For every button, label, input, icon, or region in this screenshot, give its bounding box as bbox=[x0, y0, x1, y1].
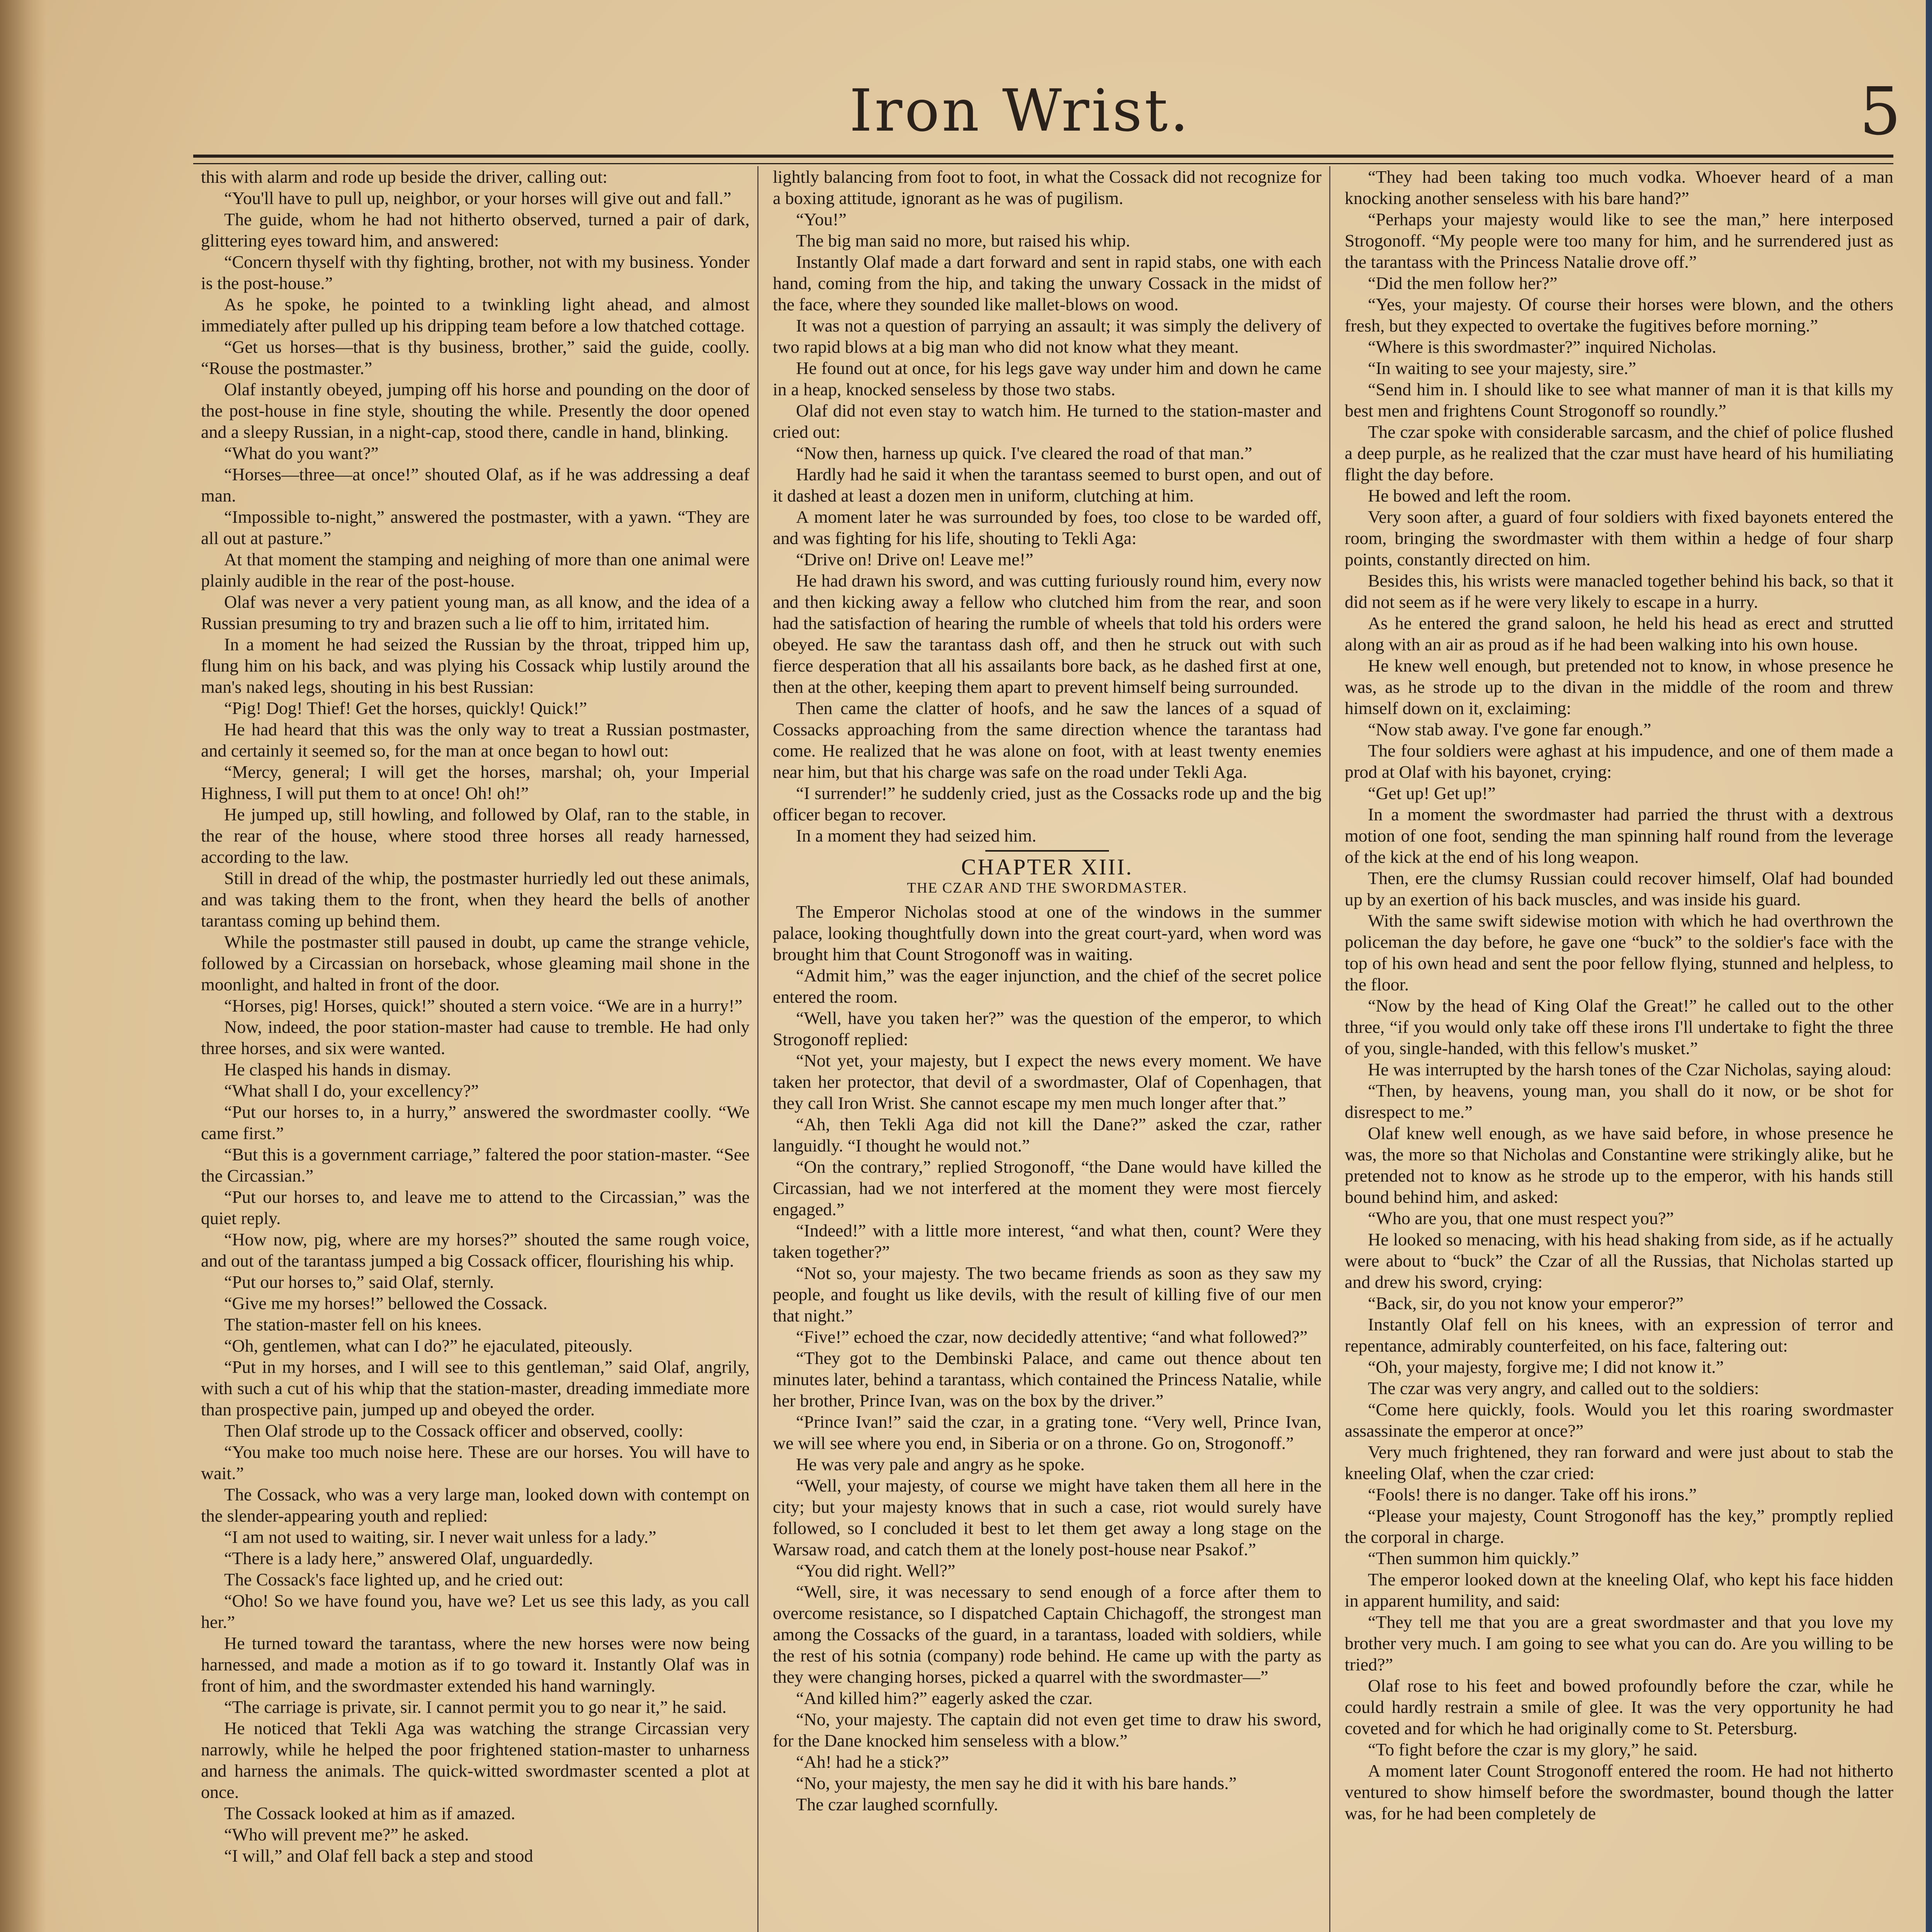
paragraph: “Well, have you taken her?” was the question of the emperor, to which Strogonoff replied: bbox=[773, 1008, 1321, 1049]
paragraph: Now, indeed, the poor station-master had cause to tremble. He had only three horses, and six were wanted. bbox=[201, 1017, 750, 1058]
paragraph: The emperor looked down at the kneeling Olaf, who kept his face hidden in apparent humility, and said: bbox=[1345, 1570, 1893, 1611]
paragraph: “Prince Ivan!” said the czar, in a grating tone. “Very well, Prince Ivan, we will see where you end, in Siberia or on a throne. Go on, Strogonoff.” bbox=[773, 1412, 1321, 1453]
paragraph: “How now, pig, where are my horses?” shouted the same rough voice, and out of the tarantass jumped a big Cossack officer, flourishing his whip. bbox=[201, 1230, 750, 1270]
paragraph: “Get us horses—that is thy business, brother,” said the guide, coolly. “Rouse the postmaster.” bbox=[201, 337, 750, 378]
paragraph: “Please your majesty, Count Strogonoff has the key,” promptly replied the corporal in charge. bbox=[1345, 1506, 1893, 1547]
paragraph: Olaf did not even stay to watch him. He turned to the station-master and cried out: bbox=[773, 401, 1321, 442]
paragraph: “Who will prevent me?” he asked. bbox=[224, 1825, 469, 1844]
paragraph: He was very pale and angry as he spoke. bbox=[796, 1454, 1085, 1474]
paragraph: “Pig! Dog! Thief! Get the horses, quickly! Quick!” bbox=[224, 698, 587, 718]
paragraph: “Where is this swordmaster?” inquired Nicholas. bbox=[1368, 337, 1716, 357]
paragraph: “Oho! So we have found you, have we? Let us see this lady, as you call her.” bbox=[201, 1591, 750, 1632]
paragraph: Instantly Olaf made a dart forward and sent in rapid stabs, one with each hand, coming from the hip, and taking the unwary Cossack in the midst of the face, where they sounded like mallet-blows on wood. bbox=[773, 252, 1321, 314]
paragraph: The Cossack looked at him as if amazed. bbox=[224, 1803, 515, 1823]
paragraph: “Did the men follow her?” bbox=[1368, 273, 1558, 293]
paragraph: “Mercy, general; I will get the horses, marshal; oh, your Imperial Highness, I will put them to at once! Oh! oh!” bbox=[201, 762, 750, 803]
paragraph: A moment later he was surrounded by foes, too close to be warded off, and was fighting for his life, shouting to Tekli Aga: bbox=[773, 507, 1321, 548]
paragraph: The station-master fell on his knees. bbox=[224, 1315, 482, 1334]
paragraph: Then Olaf strode up to the Cossack officer and observed, coolly: bbox=[224, 1421, 684, 1440]
paragraph: With the same swift sidewise motion with which he had overthrown the policeman the day before, he gave one “buck” to the soldier's face with the top of his own head and sent the poor fellow flying, stunned and helpless, to the floor. bbox=[1345, 911, 1893, 994]
paragraph: “Get up! Get up!” bbox=[1368, 783, 1496, 803]
paragraph: The Cossack, who was a very large man, looked down with contempt on the slender-appearing youth and replied: bbox=[201, 1485, 750, 1526]
paragraph: He knew well enough, but pretended not to know, in whose presence he was, as he strode up to the divan in the middle of the room and threw himself down on it, exclaiming: bbox=[1345, 656, 1893, 718]
paragraph: He had drawn his sword, and was cutting furiously round him, every now and then kicking away a fellow who clutched him from the rear, and soon had the satisfaction of hearing the rumble of wheels that told his orders were obeyed. He saw the tarantass dash off, and then he struck out with such fierce desperation that all his assailants bore back, as he dashed first at one, then at the other, keeping them apart to prevent himself being surrounded. bbox=[773, 571, 1321, 697]
paragraph: “They got to the Dembinski Palace, and came out thence about ten minutes later, behind a tarantass, which contained the Princess Natalie, while her brother, Prince Ivan, was on the box by the driver.” bbox=[773, 1348, 1321, 1410]
paragraph: “In waiting to see your majesty, sire.” bbox=[1368, 358, 1636, 378]
paragraph: “Concern thyself with thy fighting, brother, not with my business. Yonder is the post-house.” bbox=[201, 252, 750, 293]
paragraph: “I surrender!” he suddenly cried, just as the Cossacks rode up and the big officer began to recover. bbox=[773, 783, 1321, 824]
paragraph: “Who are you, that one must respect you?” bbox=[1368, 1208, 1674, 1228]
paragraph: “They had been taking too much vodka. Whoever heard of a man knocking another senseless with his bare hand?” bbox=[1345, 167, 1893, 208]
chapter-heading bbox=[773, 850, 1321, 899]
paragraph: Olaf instantly obeyed, jumping off his horse and pounding on the door of the post-house in fine style, shouting the while. Presently the door opened and a sleepy Russian, in a night-cap, stood there, candle in hand, blinking. bbox=[201, 379, 750, 442]
paragraph: Very soon after, a guard of four soldiers with fixed bayonets entered the room, bringing the swordmaster with them within a hedge of four sharp points, constantly directed on him. bbox=[1345, 507, 1893, 569]
text-columns bbox=[201, 166, 1893, 1932]
paragraph: The Cossack's face lighted up, and he cried out: bbox=[224, 1570, 564, 1589]
paragraph: “Impossible to-night,” answered the postmaster, with a yawn. “They are all out at pasture.” bbox=[201, 507, 750, 548]
paragraph: “They tell me that you are a great swordmaster and that you love my brother very much. I am going to see what you can do. Are you willing to be tried?” bbox=[1345, 1612, 1893, 1674]
paragraph: “Oh, your majesty, forgive me; I did not know it.” bbox=[1368, 1357, 1724, 1377]
paragraph: “No, your majesty, the men say he did it with his bare hands.” bbox=[796, 1773, 1237, 1793]
paragraph: “Well, your majesty, of course we might have taken them all here in the city; but your majesty knows that in such a case, riot would surely have followed, so I concluded it best to let them get away a long stage on the Warsaw road, and catch them at the lonely post-house near Psakof.” bbox=[773, 1476, 1321, 1559]
page-spine-shadow bbox=[0, 0, 46, 1932]
paragraph: Olaf rose to his feet and bowed profoundly before the czar, while he could hardly restrain a smile of glee. It was the very opportunity he had coveted and for which he had originally come to St. Petersburg. bbox=[1345, 1676, 1893, 1738]
paragraph: “Put in my horses, and I will see to this gentleman,” said Olaf, angrily, with such a cut of his whip that the station-master, dreading immediate more than prospective pain, jumped up and obeyed the order. bbox=[201, 1357, 750, 1419]
paragraph: “Perhaps your majesty would like to see the man,” here interposed Strogonoff. “My people were too many for him, and he surrendered just as the tarantass with the Princess Natalie drove off.” bbox=[1345, 209, 1893, 272]
paragraph: Then, ere the clumsy Russian could recover himself, Olaf had bounded up by an exertion of his back muscles, and was inside his guard. bbox=[1345, 868, 1893, 909]
paragraph: “Five!” echoed the czar, now decidedly attentive; “and what followed?” bbox=[796, 1327, 1308, 1347]
paragraph: “Now stab away. I've gone far enough.” bbox=[1368, 719, 1651, 739]
page-number: 5 bbox=[1859, 73, 1901, 150]
paragraph: In a moment the swordmaster had parried the thrust with a dextrous motion of one foot, sending the man spinning half round from the leverage of the kick at the end of his long weapon. bbox=[1345, 804, 1893, 867]
paragraph: He bowed and left the room. bbox=[1368, 486, 1571, 505]
paragraph: He was interrupted by the harsh tones of the Czar Nicholas, saying aloud: bbox=[1368, 1060, 1892, 1079]
column-2 bbox=[773, 166, 1321, 1932]
chapter-subtitle: THE CZAR AND THE SWORDMASTER. bbox=[907, 880, 1187, 896]
paragraph: “I am not used to waiting, sir. I never wait unless for a lady.” bbox=[224, 1527, 656, 1547]
column-1 bbox=[201, 166, 750, 1932]
paragraph: lightly balancing from foot to foot, in what the Cossack did not recognize for a boxing attitude, ignorant as he was of pugilism. bbox=[773, 167, 1321, 208]
header-rule bbox=[193, 155, 1893, 164]
paragraph: He looked so menacing, with his head shaking from side, as if he actually were about to “buck” the Czar of all the Russias, that Nicholas started up and drew his sword, crying: bbox=[1345, 1230, 1893, 1292]
paragraph: “Put our horses to,” said Olaf, sternly. bbox=[224, 1272, 494, 1292]
paragraph: “There is a lady here,” answered Olaf, unguardedly. bbox=[224, 1548, 593, 1568]
paragraph: “What do you want?” bbox=[224, 443, 379, 463]
paragraph: “Now by the head of King Olaf the Great!” he called out to the other three, “if you would only take off these irons I'll undertake to fight the three of you, single-handed, with this fellow's musket.” bbox=[1345, 996, 1893, 1058]
paragraph: “Oh, gentlemen, what can I do?” he ejaculated, piteously. bbox=[224, 1336, 633, 1355]
paragraph: The czar was very angry, and called out to the soldiers: bbox=[1368, 1378, 1759, 1398]
paragraph: “Come here quickly, fools. Would you let this roaring swordmaster assassinate the emperor at once?” bbox=[1345, 1400, 1893, 1440]
paragraph: “The carriage is private, sir. I cannot permit you to go near it,” he said. bbox=[224, 1697, 727, 1717]
paragraph: Besides this, his wrists were manacled together behind his back, so that it did not seem as if he were very likely to escape in a hurry. bbox=[1345, 571, 1893, 612]
paragraph: “Horses, pig! Horses, quick!” shouted a stern voice. “We are in a hurry!” bbox=[224, 996, 743, 1015]
paragraph: “Ah, then Tekli Aga did not kill the Dane?” asked the czar, rather languidly. “I thought he would not.” bbox=[773, 1114, 1321, 1155]
paragraph: “Not so, your majesty. The two became friends as soon as they saw my people, and fought us like devils, with the result of killing five of our men that night.” bbox=[773, 1263, 1321, 1325]
paragraph: “To fight before the czar is my glory,” he said. bbox=[1368, 1740, 1698, 1759]
paragraph: “Put our horses to, and leave me to attend to the Circassian,” was the quiet reply. bbox=[201, 1187, 750, 1228]
paragraph: As he entered the grand saloon, he held his head as erect and strutted along with an air as proud as if he had been walking into his own house. bbox=[1345, 613, 1893, 654]
paragraph: The czar laughed scornfully. bbox=[796, 1794, 998, 1814]
paragraph: “Back, sir, do you not know your emperor?” bbox=[1368, 1293, 1684, 1313]
paragraph: He noticed that Tekli Aga was watching the strange Circassian very narrowly, while he helped the poor frightened station-master to unharness and harness the animals. The quick-witted swordmaster scented a plot at once. bbox=[201, 1718, 750, 1802]
paragraph: He found out at once, for his legs gave way under him and down he came in a heap, knocked senseless by those two stabs. bbox=[773, 358, 1321, 399]
paragraph: “You make too much noise here. These are our horses. You will have to wait.” bbox=[201, 1442, 750, 1483]
paragraph: “Fools! there is no danger. Take off his irons.” bbox=[1368, 1485, 1697, 1504]
paragraph: “Send him in. I should like to see what manner of man it is that kills my best men and frightens Count Strogonoff so roundly.” bbox=[1345, 379, 1893, 420]
paragraph: As he spoke, he pointed to a twinkling light ahead, and almost immediately after pulled up his dripping team before a low thatched cottage. bbox=[201, 294, 750, 335]
paragraph: At that moment the stamping and neighing of more than one animal were plainly audible in the rear of the post-house. bbox=[201, 549, 750, 590]
paragraph: The big man said no more, but raised his whip. bbox=[796, 231, 1130, 250]
paragraph: “You!” bbox=[796, 209, 847, 229]
column-2-part-a bbox=[773, 166, 1321, 846]
paragraph: While the postmaster still paused in doubt, up came the strange vehicle, followed by a Circassian on horseback, whose gleaming mail shone in the moonlight, and halted in front of the door. bbox=[201, 932, 750, 994]
paragraph: He clasped his hands in dismay. bbox=[224, 1060, 451, 1079]
chapter-number: CHAPTER XIII. bbox=[961, 854, 1133, 879]
paragraph: Then came the clatter of hoofs, and he saw the lances of a squad of Cossacks approaching from the same direction whence the tarantass had come. He realized that he was alone on foot, with at least twenty enemies near him, but that his charge was safe on the road under Tekli Aga. bbox=[773, 698, 1321, 782]
paragraph: “And killed him?” eagerly asked the czar. bbox=[796, 1688, 1093, 1708]
chapter-rule bbox=[985, 850, 1109, 852]
column-3 bbox=[1345, 166, 1893, 1932]
paragraph: Very much frightened, they ran forward and were just about to stab the kneeling Olaf, when the czar cried: bbox=[1345, 1442, 1893, 1483]
paragraph: “On the contrary,” replied Strogonoff, “the Dane would have killed the Circassian, had we not interfered at the moment they were most fiercely engaged.” bbox=[773, 1157, 1321, 1219]
paragraph: this with alarm and rode up beside the driver, calling out: bbox=[201, 167, 608, 187]
paragraph: Still in dread of the whip, the postmaster hurriedly led out these animals, and was taking them to the front, when they heard the bells of another tarantass coming up behind them. bbox=[201, 868, 750, 930]
paragraph: He jumped up, still howling, and followed by Olaf, ran to the stable, in the rear of the house, where stood three horses all ready harnessed, according to the law. bbox=[201, 804, 750, 867]
paragraph: In a moment they had seized him. bbox=[796, 826, 1037, 845]
paragraph: “Then, by heavens, young man, you shall do it now, or be shot for disrespect to me.” bbox=[1345, 1081, 1893, 1122]
paragraph: “Then summon him quickly.” bbox=[1368, 1548, 1579, 1568]
paragraph: A moment later Count Strogonoff entered the room. He had not hitherto ventured to show himself before the swordmaster, bound though the latter was, for he had been completely de bbox=[1345, 1761, 1893, 1823]
paragraph: The four soldiers were aghast at his impudence, and one of them made a prod at Olaf with his bayonet, crying: bbox=[1345, 741, 1893, 782]
paragraph: “You'll have to pull up, neighbor, or your horses will give out and fall.” bbox=[224, 188, 731, 208]
paragraph: “No, your majesty. The captain did not even get time to draw his sword, for the Dane knocked him senseless with a blow.” bbox=[773, 1709, 1321, 1750]
paragraph: Hardly had he said it when the tarantass seemed to burst open, and out of it dashed at least a dozen men in uniform, clutching at him. bbox=[773, 464, 1321, 505]
paragraph: “You did right. Well?” bbox=[796, 1561, 956, 1580]
paragraph: The Emperor Nicholas stood at one of the windows in the summer palace, looking thoughtfully down into the great court-yard, when word was brought him that Count Strogonoff was in waiting. bbox=[773, 902, 1321, 964]
paragraph: “Well, sire, it was necessary to send enough of a force after them to overcome resistance, so I dispatched Captain Chichagoff, the strongest man among the Cossacks of the guard, in a tarantass, loaded with soldiers, while the rest of his sotnia (company) rode behind. He came up with the party as they were changing horses, picked a quarrel with the swordmaster—” bbox=[773, 1582, 1321, 1687]
paragraph: “Indeed!” with a little more interest, “and what then, count? Were they taken together?” bbox=[773, 1221, 1321, 1262]
paragraph: “Horses—three—at once!” shouted Olaf, as if he was addressing a deaf man. bbox=[201, 464, 750, 505]
paragraph: “I will,” and Olaf fell back a step and stood bbox=[224, 1846, 533, 1866]
paragraph: “Drive on! Drive on! Leave me!” bbox=[796, 549, 1034, 569]
paragraph: “What shall I do, your excellency?” bbox=[224, 1081, 479, 1100]
page-header bbox=[139, 73, 1901, 158]
paragraph: He had heard that this was the only way to treat a Russian postmaster, and certainly it seemed so, for the man at once began to howl out: bbox=[201, 719, 750, 760]
paragraph: “Give me my horses!” bellowed the Cossack. bbox=[224, 1293, 548, 1313]
paragraph: He turned toward the tarantass, where the new horses were now being harnessed, and made a motion as if to go toward it. Instantly Olaf was in front of him, and the swordmaster extended his hand warningly. bbox=[201, 1633, 750, 1696]
paragraph: “But this is a government carriage,” faltered the poor station-master. “See the Circassian.” bbox=[201, 1145, 750, 1185]
paragraph: “Ah! had he a stick?” bbox=[796, 1752, 949, 1772]
paragraph: The czar spoke with considerable sarcasm, and the chief of police flushed a deep purple, as he realized that the czar must have heard of his humiliating flight the day before. bbox=[1345, 422, 1893, 484]
paragraph: “Not yet, your majesty, but I expect the news every moment. We have taken her protector, that devil of a swordmaster, Olaf of Copenhagen, that they call Iron Wrist. She cannot escape my men much longer after that.” bbox=[773, 1051, 1321, 1113]
running-title: Iron Wrist. bbox=[849, 77, 1191, 145]
paragraph: “Yes, your majesty. Of course their horses were blown, and the others fresh, but they expected to overtake the fugitives before morning.” bbox=[1345, 294, 1893, 335]
paragraph: The guide, whom he had not hitherto observed, turned a pair of dark, glittering eyes toward him, and answered: bbox=[201, 209, 750, 250]
paragraph: “Put our horses to, in a hurry,” answered the swordmaster coolly. “We came first.” bbox=[201, 1102, 750, 1143]
paragraph: Instantly Olaf fell on his knees, with an expression of terror and repentance, admirably counterfeited, on his face, faltering out: bbox=[1345, 1315, 1893, 1355]
paragraph: “Now then, harness up quick. I've cleared the road of that man.” bbox=[796, 443, 1252, 463]
paragraph: It was not a question of parrying an assault; it was simply the delivery of two rapid blows at a big man who did not know what they meant. bbox=[773, 316, 1321, 357]
paragraph: In a moment he had seized the Russian by the throat, tripped him up, flung him on his back, and was plying his Cossack whip lustily around the man's naked legs, shouting in his best Russian: bbox=[201, 634, 750, 697]
paragraph: Olaf knew well enough, as we have said before, in whose presence he was, the more so that Nicholas and Constantine were strikingly alike, but he pretended not to know as he strode up to the emperor, with his hands still bound behind him, and asked: bbox=[1345, 1123, 1893, 1207]
paragraph: Olaf was never a very patient young man, as all know, and the idea of a Russian presuming to try and brazen such a lie off to him, irritated him. bbox=[201, 592, 750, 633]
column-2-part-b bbox=[773, 901, 1321, 1815]
paragraph: “Admit him,” was the eager injunction, and the chief of the secret police entered the room. bbox=[773, 966, 1321, 1007]
background-edge bbox=[1926, 0, 1932, 1932]
